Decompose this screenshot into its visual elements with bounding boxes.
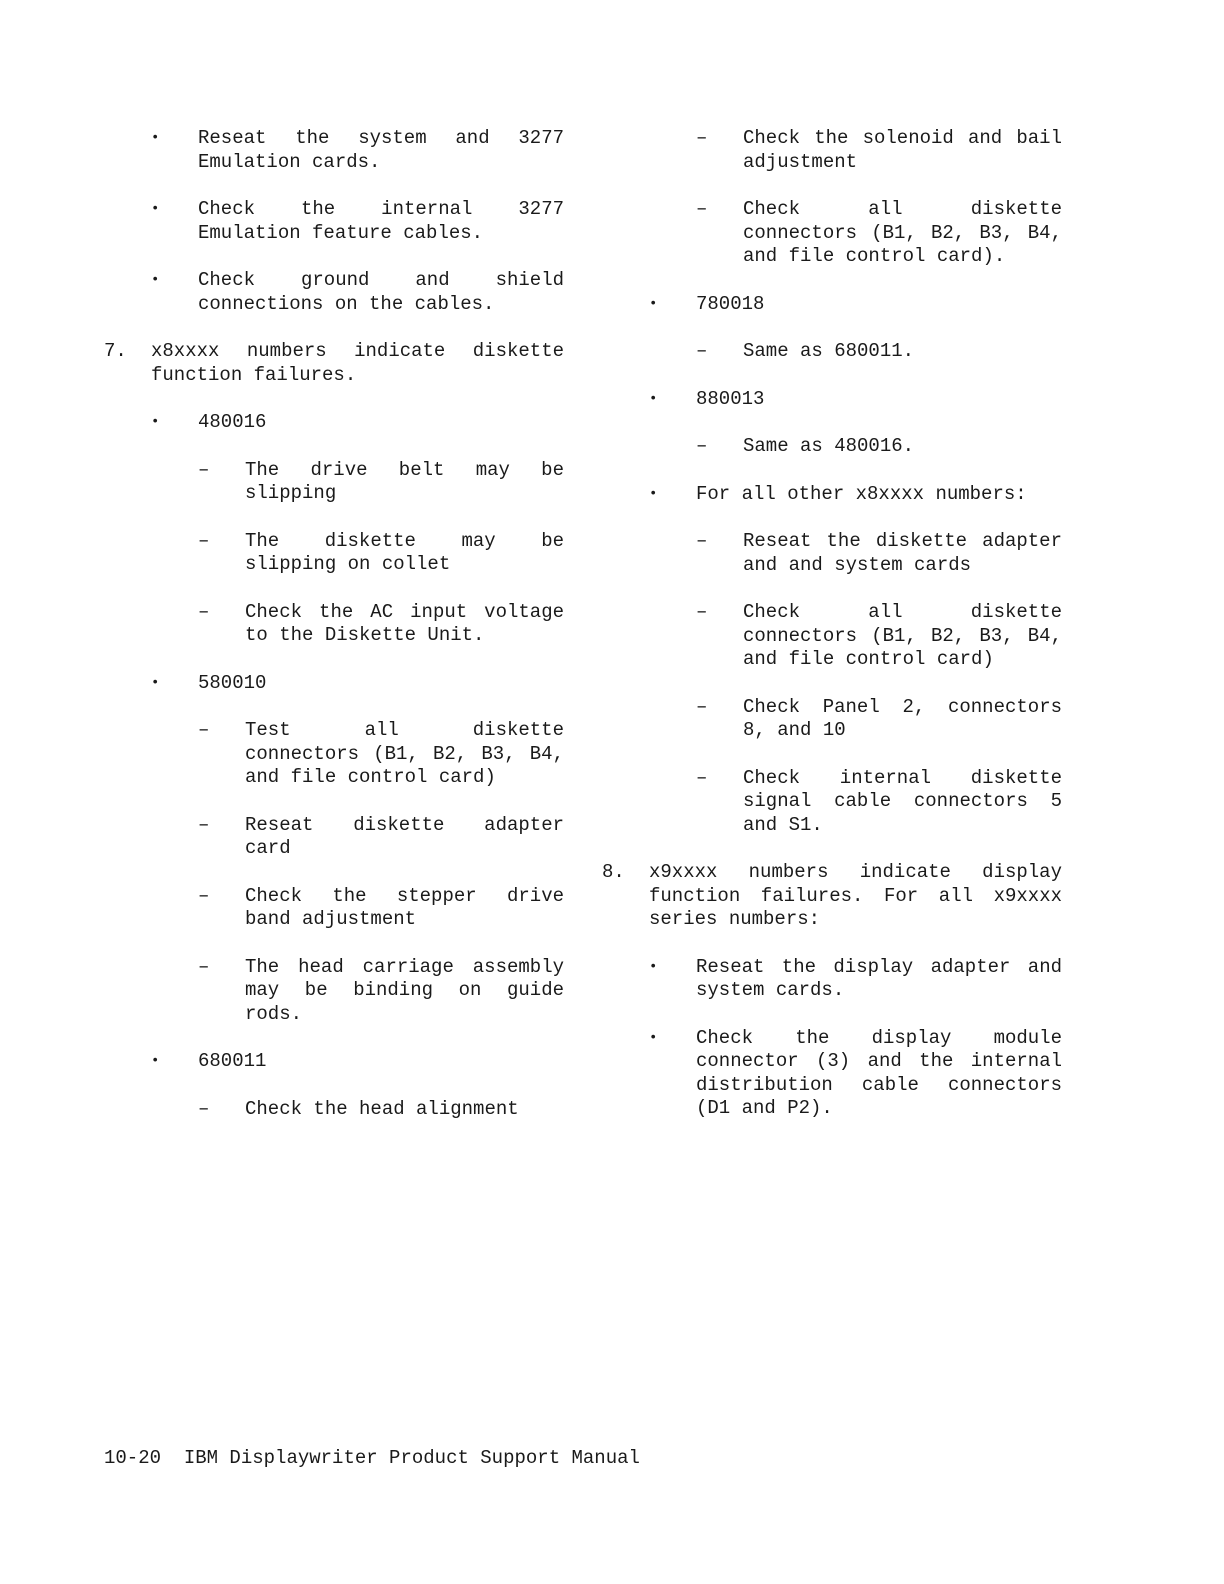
dash-item — [104, 814, 564, 861]
item-text: 480016 — [198, 411, 267, 433]
item-text: Check Panel 2, connectors 8, and 10 — [743, 695, 1062, 741]
item-text: The drive belt may be slipping — [245, 458, 564, 504]
dash-marker: – — [696, 198, 708, 220]
left-column — [104, 127, 564, 1145]
bullet-item — [104, 269, 564, 316]
item-text: Same as 480016. — [743, 435, 915, 457]
dash-item — [602, 601, 1062, 672]
item-number: 8. — [602, 861, 625, 883]
item-text: Check internal diskette signal cable connectors 5 and S1. — [743, 766, 1062, 836]
bullet-item — [104, 672, 564, 696]
bullet-item — [104, 1050, 564, 1074]
item-text: x8xxxx numbers indicate diskette function failures. — [151, 340, 564, 386]
bullet-marker: • — [649, 958, 658, 975]
dash-marker: – — [696, 695, 708, 718]
item-text: Reseat the system and 3277 Emulation cards. — [198, 127, 564, 173]
item-text: Check the head alignment — [245, 1097, 519, 1120]
dash-marker: – — [198, 1097, 210, 1120]
dash-marker: – — [198, 529, 210, 552]
dash-item — [602, 530, 1062, 577]
dash-item — [104, 601, 564, 648]
dash-marker: – — [198, 719, 210, 741]
item-text: Check the display module connector (3) and the internal distribution cable connectors (D1 and P2). — [696, 1026, 1062, 1119]
item-text: Same as 680011. — [743, 340, 915, 362]
item-text: Reseat diskette adapter card — [245, 813, 564, 859]
item-text: Check the internal 3277 Emulation feature cables. — [198, 198, 564, 244]
dash-item — [104, 530, 564, 577]
bullet-marker: • — [151, 130, 160, 146]
dash-item — [104, 1098, 564, 1122]
item-text: Check the stepper drive band adjustment — [245, 884, 564, 930]
dash-marker: – — [198, 955, 210, 978]
numbered-item — [602, 861, 1062, 932]
item-text: Reseat the diskette adapter and and system cards — [743, 530, 1062, 576]
item-text: Test all diskette connectors (B1, B2, B3, B4, and file control card) — [245, 719, 564, 788]
dash-marker: – — [696, 766, 708, 789]
dash-item — [104, 719, 564, 790]
bullet-marker: • — [649, 390, 658, 407]
bullet-marker: • — [151, 414, 160, 430]
item-text: 680011 — [198, 1050, 267, 1072]
bullet-marker: • — [151, 1053, 160, 1069]
bullet-item — [602, 293, 1062, 317]
dash-item — [602, 435, 1062, 459]
item-text: 880013 — [696, 387, 765, 410]
dash-marker: – — [198, 884, 210, 907]
item-text: 780018 — [696, 292, 765, 315]
item-text: The head carriage assembly may be binding on guide rods. — [245, 955, 564, 1025]
dash-marker: – — [696, 530, 708, 552]
bullet-marker: • — [649, 485, 658, 502]
bullet-item — [602, 388, 1062, 412]
dash-marker: – — [198, 813, 210, 836]
item-number: 7. — [104, 340, 127, 362]
bullet-marker: • — [151, 674, 160, 691]
bullet-marker: • — [151, 201, 160, 217]
dash-item — [602, 767, 1062, 838]
item-text: Check ground and shield connections on the cables. — [198, 269, 564, 315]
dash-marker: – — [198, 600, 210, 623]
dash-item — [602, 340, 1062, 364]
right-column — [602, 127, 1062, 1145]
bullet-marker: • — [649, 295, 658, 312]
page-number: 10-20 — [104, 1447, 162, 1469]
bullet-item — [602, 956, 1062, 1003]
item-text: 580010 — [198, 671, 267, 694]
bullet-item — [104, 411, 564, 435]
dash-item — [602, 696, 1062, 743]
item-text: Reseat the display adapter and system cards. — [696, 955, 1062, 1001]
bullet-item — [602, 483, 1062, 507]
dash-item — [602, 198, 1062, 269]
bullet-item — [104, 198, 564, 245]
item-text: Check the solenoid and bail adjustment — [743, 127, 1062, 173]
item-text: Check all diskette connectors (B1, B2, B3, B4, and file control card). — [743, 198, 1062, 267]
item-text: The diskette may be slipping on collet — [245, 529, 564, 575]
item-text: Check all diskette connectors (B1, B2, B3, B4, and file control card) — [743, 601, 1062, 670]
bullet-marker: • — [649, 1029, 658, 1046]
item-text: Check the AC input voltage to the Diskette Unit. — [245, 600, 564, 646]
dash-item — [104, 956, 564, 1027]
dash-marker: – — [696, 340, 708, 362]
bullet-marker: • — [151, 272, 160, 288]
bullet-item — [104, 127, 564, 174]
item-text: x9xxxx numbers indicate display function failures. For all x9xxxx series numbers: — [649, 861, 1062, 930]
numbered-item — [104, 340, 564, 387]
dash-marker: – — [696, 601, 708, 623]
page-footer — [104, 1447, 640, 1471]
manual-title: IBM Displaywriter Product Support Manual — [183, 1447, 640, 1469]
dash-marker: – — [696, 127, 708, 149]
bullet-item — [602, 1027, 1062, 1121]
item-text: For all other x8xxxx numbers: — [696, 482, 1027, 505]
dash-marker: – — [696, 435, 708, 457]
dash-item — [602, 127, 1062, 174]
dash-item — [104, 885, 564, 932]
dash-marker: – — [198, 458, 210, 481]
dash-item — [104, 459, 564, 506]
